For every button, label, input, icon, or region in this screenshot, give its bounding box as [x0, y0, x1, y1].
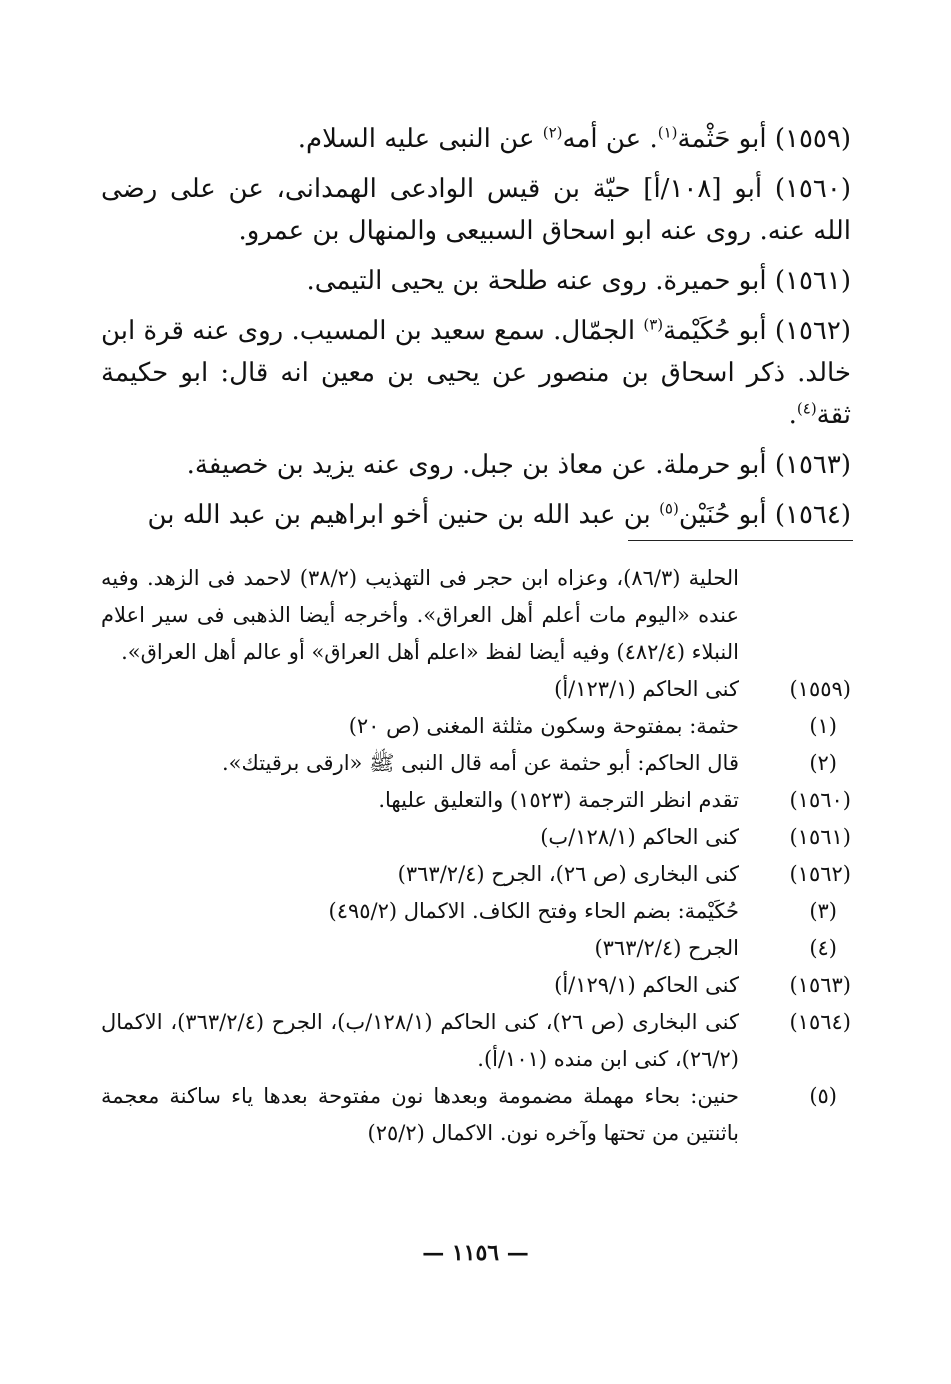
footnote-item: (٤) الجرح (٣٦٣/٢/٤) [594, 936, 837, 960]
footnote-separator [628, 540, 853, 541]
entry-1561: (١٥٦١) أبو حميرة. روى عنه طلحة بن يحيى التيمى. [306, 266, 851, 296]
footnote-item: (١٥٥٩) كنى الحاكم (١٢٣/١/أ) [554, 677, 851, 701]
page-number: — ١١٥٦ — [422, 1240, 529, 1266]
footnote-item: (١٥٦١) كنى الحاكم (١٢٨/١/ب) [540, 825, 851, 849]
footnote-item: (٥) حنين: بحاء مهملة مضمومة وبعدها نون مفتوحة بعدها ياء ساكنة معجمة باثنتين من تحتها وآخره نون. الاكمال (٢٥/٢) [101, 1084, 837, 1145]
footnote-item: (١) حثمة: بمفتوحة وسكون مثلثة المغنى (ص ٢٠) [348, 714, 837, 738]
main-text [101, 118, 851, 544]
footnote-item: (٢) قال الحاكم: أبو حثمة عن أمه قال النبى ﷺ «ارقى برقيتك». [222, 751, 837, 775]
entry-1560: (١٥٦٠) أبو [١٠٨/أ] حيّة بن قيس الوادعى الهمدانى، عن على رضى الله عنه. روى عنه ابو اسحاق السبيعى والمنهال بن عمرو. [101, 174, 851, 246]
footnote-ref: (٤) [796, 399, 817, 418]
footnotes [101, 560, 851, 1152]
footnote-item: (١٥٦٠) تقدم انظر الترجمة (١٥٢٣) والتعليق عليها. [378, 788, 851, 812]
footnote-ref: (٢) [542, 123, 563, 142]
footnote-item: (١٥٦٣) كنى الحاكم (١٢٩/١/أ) [554, 973, 851, 997]
footnote-ref: (٥) [659, 499, 679, 518]
entry-1563: (١٥٦٣) أبو حرملة. عن معاذ بن جبل. روى عنه يزيد بن خصيفة. [186, 450, 851, 480]
footnote-item: (٣) حُكَيْمة: بضم الحاء وفتح الكاف. الاكمال (٤٩٥/٢) [328, 899, 837, 923]
footnote-ref: (١) [657, 123, 678, 142]
entry-1559: (١٥٥٩) أبو حَثْمة$^{(١)}$. عن أمه$^{(٢)}$ عن النبى عليه السلام. [297, 123, 851, 154]
entry-1564: (١٥٦٤) أبو حُنَيْن$^{(٥)}$ بن عبد الله بن حنين أخو ابراهيم بن عبد الله بن [147, 499, 851, 530]
entry-1562: (١٥٦٢) أبو حُكَيْمة$^{(٣)}$ الجمّال. سمع سعيد بن المسيب. روى عنه قرة ابن خالد. ذكر اسحاق بن منصور عن يحيى بن معين انه قال: ابو حكيمة ثقة$^{(٤)}$. [101, 315, 852, 430]
footnote-item: (١٥٦٤) كنى البخارى (ص ٢٦)، كنى الحاكم (١٢٨/١/ب)، الجرح (٣٦٣/٢/٤)، الاكمال (٢٦/٢)، كنى ابن منده (١٠١/أ). [101, 1010, 851, 1071]
footnote-continuation: الحلية (٨٦/٣)، وعزاه ابن حجر فى التهذيب (٣٨/٢) لاحمد فى الزهد. وفيه عنده «اليوم مات أعلم أهل العراق». وأخرجه أيضا الذهبى فى سير اعلام النبلاء (٤٨٢/٤) وفيه أيضا لفظ «اعلم أهل العراق» أو عالم أهل العراق». [101, 566, 739, 664]
footnote-ref: (٣) [643, 315, 664, 334]
footnote-item: (١٥٦٢) كنى البخارى (ص ٢٦)، الجرح (٣٦٣/٢/٤) [397, 862, 851, 886]
